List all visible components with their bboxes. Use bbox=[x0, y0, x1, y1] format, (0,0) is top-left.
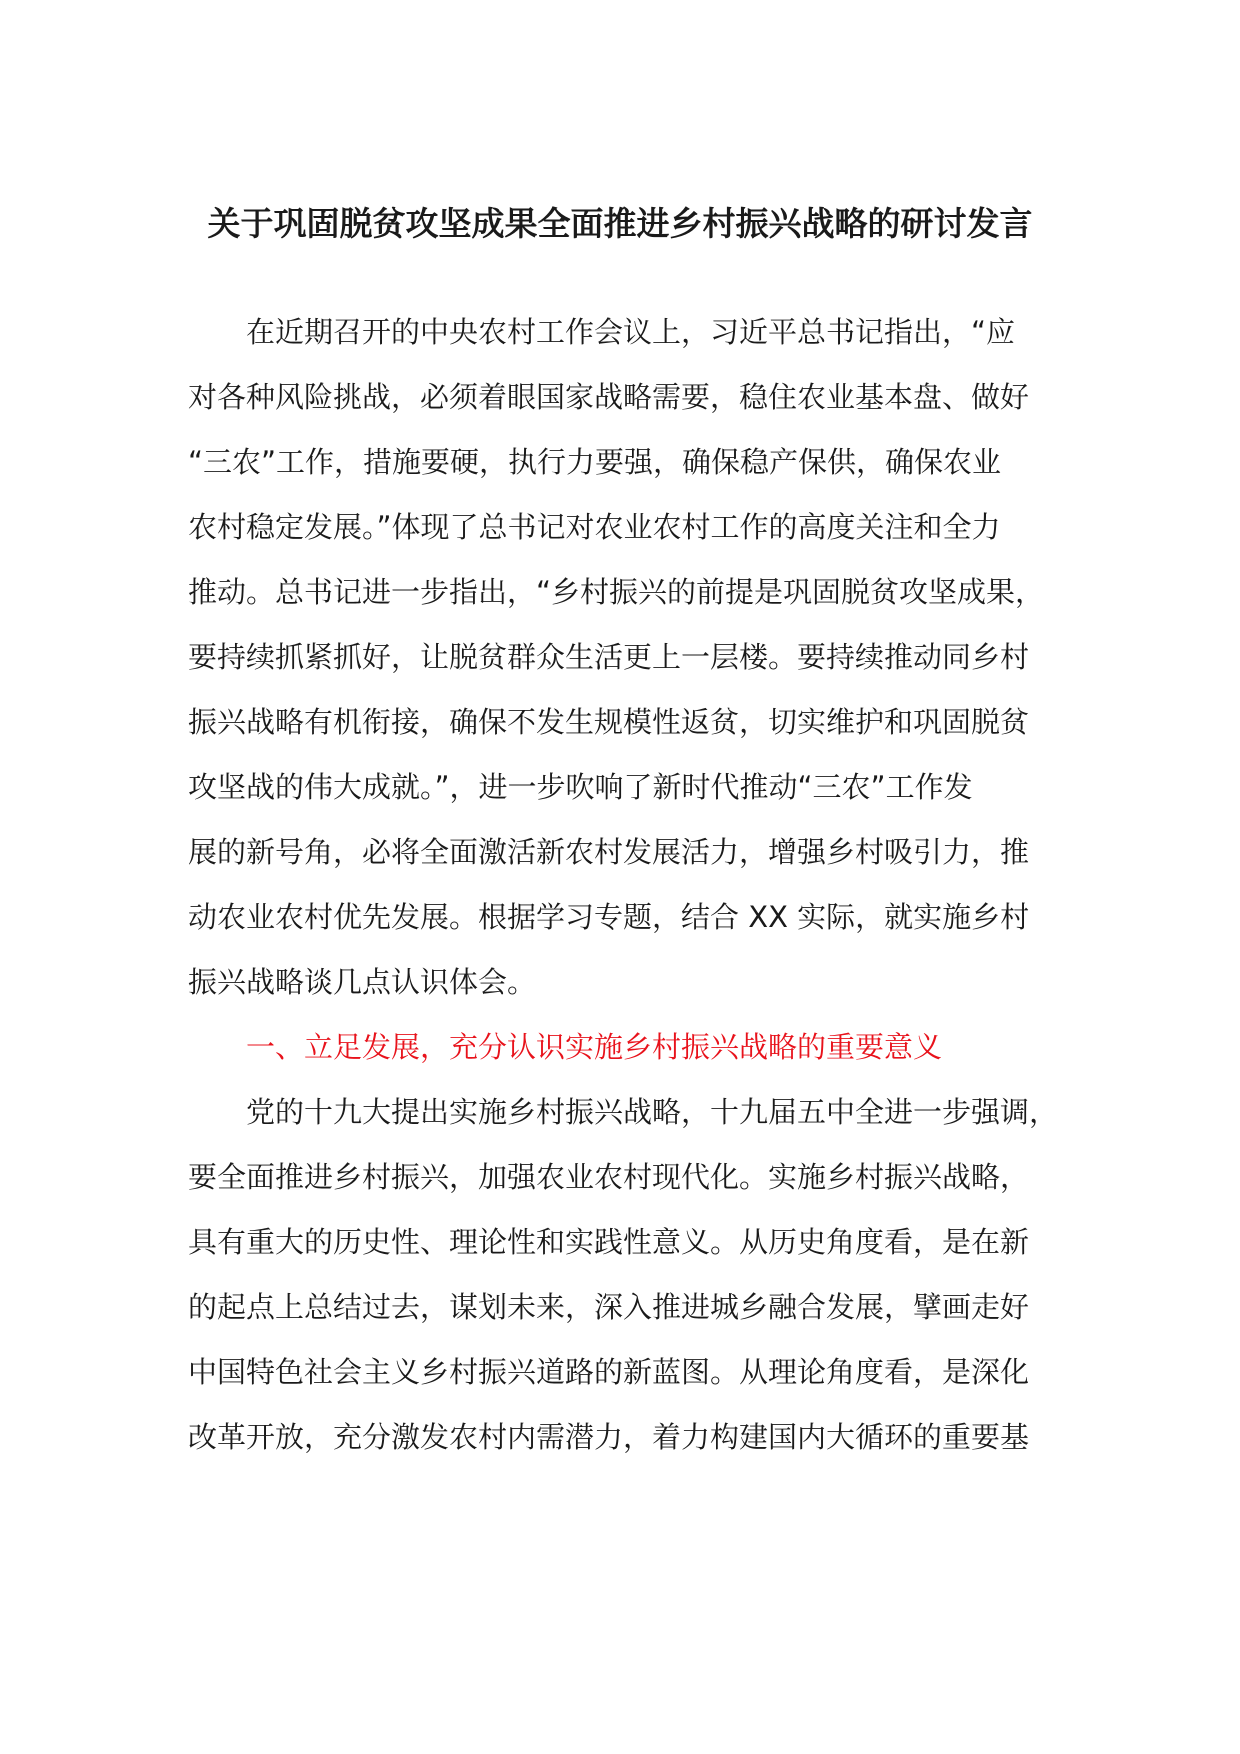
paragraph-line: 的起点上总结过去，谋划未来，深入推进城乡融合发展，擘画走好 bbox=[188, 1290, 1030, 1324]
paragraph-line: 在近期召开的中央农村工作会议上，习近平总书记指出，“应 bbox=[188, 315, 1016, 349]
paragraph-line: 党的十九大提出实施乡村振兴战略，十九届五中全进一步强调， bbox=[188, 1095, 1059, 1129]
paragraph-line: 中国特色社会主义乡村振兴道路的新蓝图。从理论角度看，是深化 bbox=[188, 1355, 1030, 1389]
paragraph-line: 展的新号角，必将全面激活新农村发展活力，增强乡村吸引力，推 bbox=[188, 835, 1030, 869]
paragraph-line: 振兴战略有机衔接，确保不发生规模性返贫，切实维护和巩固脱贫 bbox=[188, 705, 1030, 739]
paragraph-line: 动农业农村优先发展。根据学习专题，结合 XX 实际，就实施乡村 bbox=[188, 900, 1030, 934]
paragraph-line: 农村稳定发展。”体现了总书记对农业农村工作的高度关注和全力 bbox=[188, 510, 1001, 544]
section-heading: 一、立足发展，充分认识实施乡村振兴战略的重要意义 bbox=[188, 1030, 943, 1064]
paragraph-line: 振兴战略谈几点认识体会。 bbox=[188, 965, 537, 999]
document-body bbox=[188, 300, 1068, 1470]
paragraph-line: 要持续抓紧抓好，让脱贫群众生活更上一层楼。要持续推动同乡村 bbox=[188, 640, 1030, 674]
paragraph-line: 推动。总书记进一步指出，“乡村振兴的前提是巩固脱贫攻坚成果， bbox=[188, 575, 1045, 609]
paragraph-line: 对各种风险挑战，必须着眼国家战略需要，稳住农业基本盘、做好 bbox=[188, 380, 1030, 414]
paragraph-line: 要全面推进乡村振兴，加强农业农村现代化。实施乡村振兴战略， bbox=[188, 1160, 1030, 1194]
document-title: 关于巩固脱贫攻坚成果全面推进乡村振兴战略的研讨发言 bbox=[207, 204, 1033, 243]
paragraph-line: 改革开放，充分激发农村内需潜力，着力构建国内大循环的重要基 bbox=[188, 1420, 1030, 1454]
paragraph-line: 具有重大的历史性、理论性和实践性意义。从历史角度看，是在新 bbox=[188, 1225, 1030, 1259]
paragraph-line: 攻坚战的伟大成就。”，进一步吹响了新时代推动“三农”工作发 bbox=[188, 770, 973, 804]
paragraph-line: “三农”工作，措施要硬，执行力要强，确保稳产保供，确保农业 bbox=[188, 445, 1002, 479]
